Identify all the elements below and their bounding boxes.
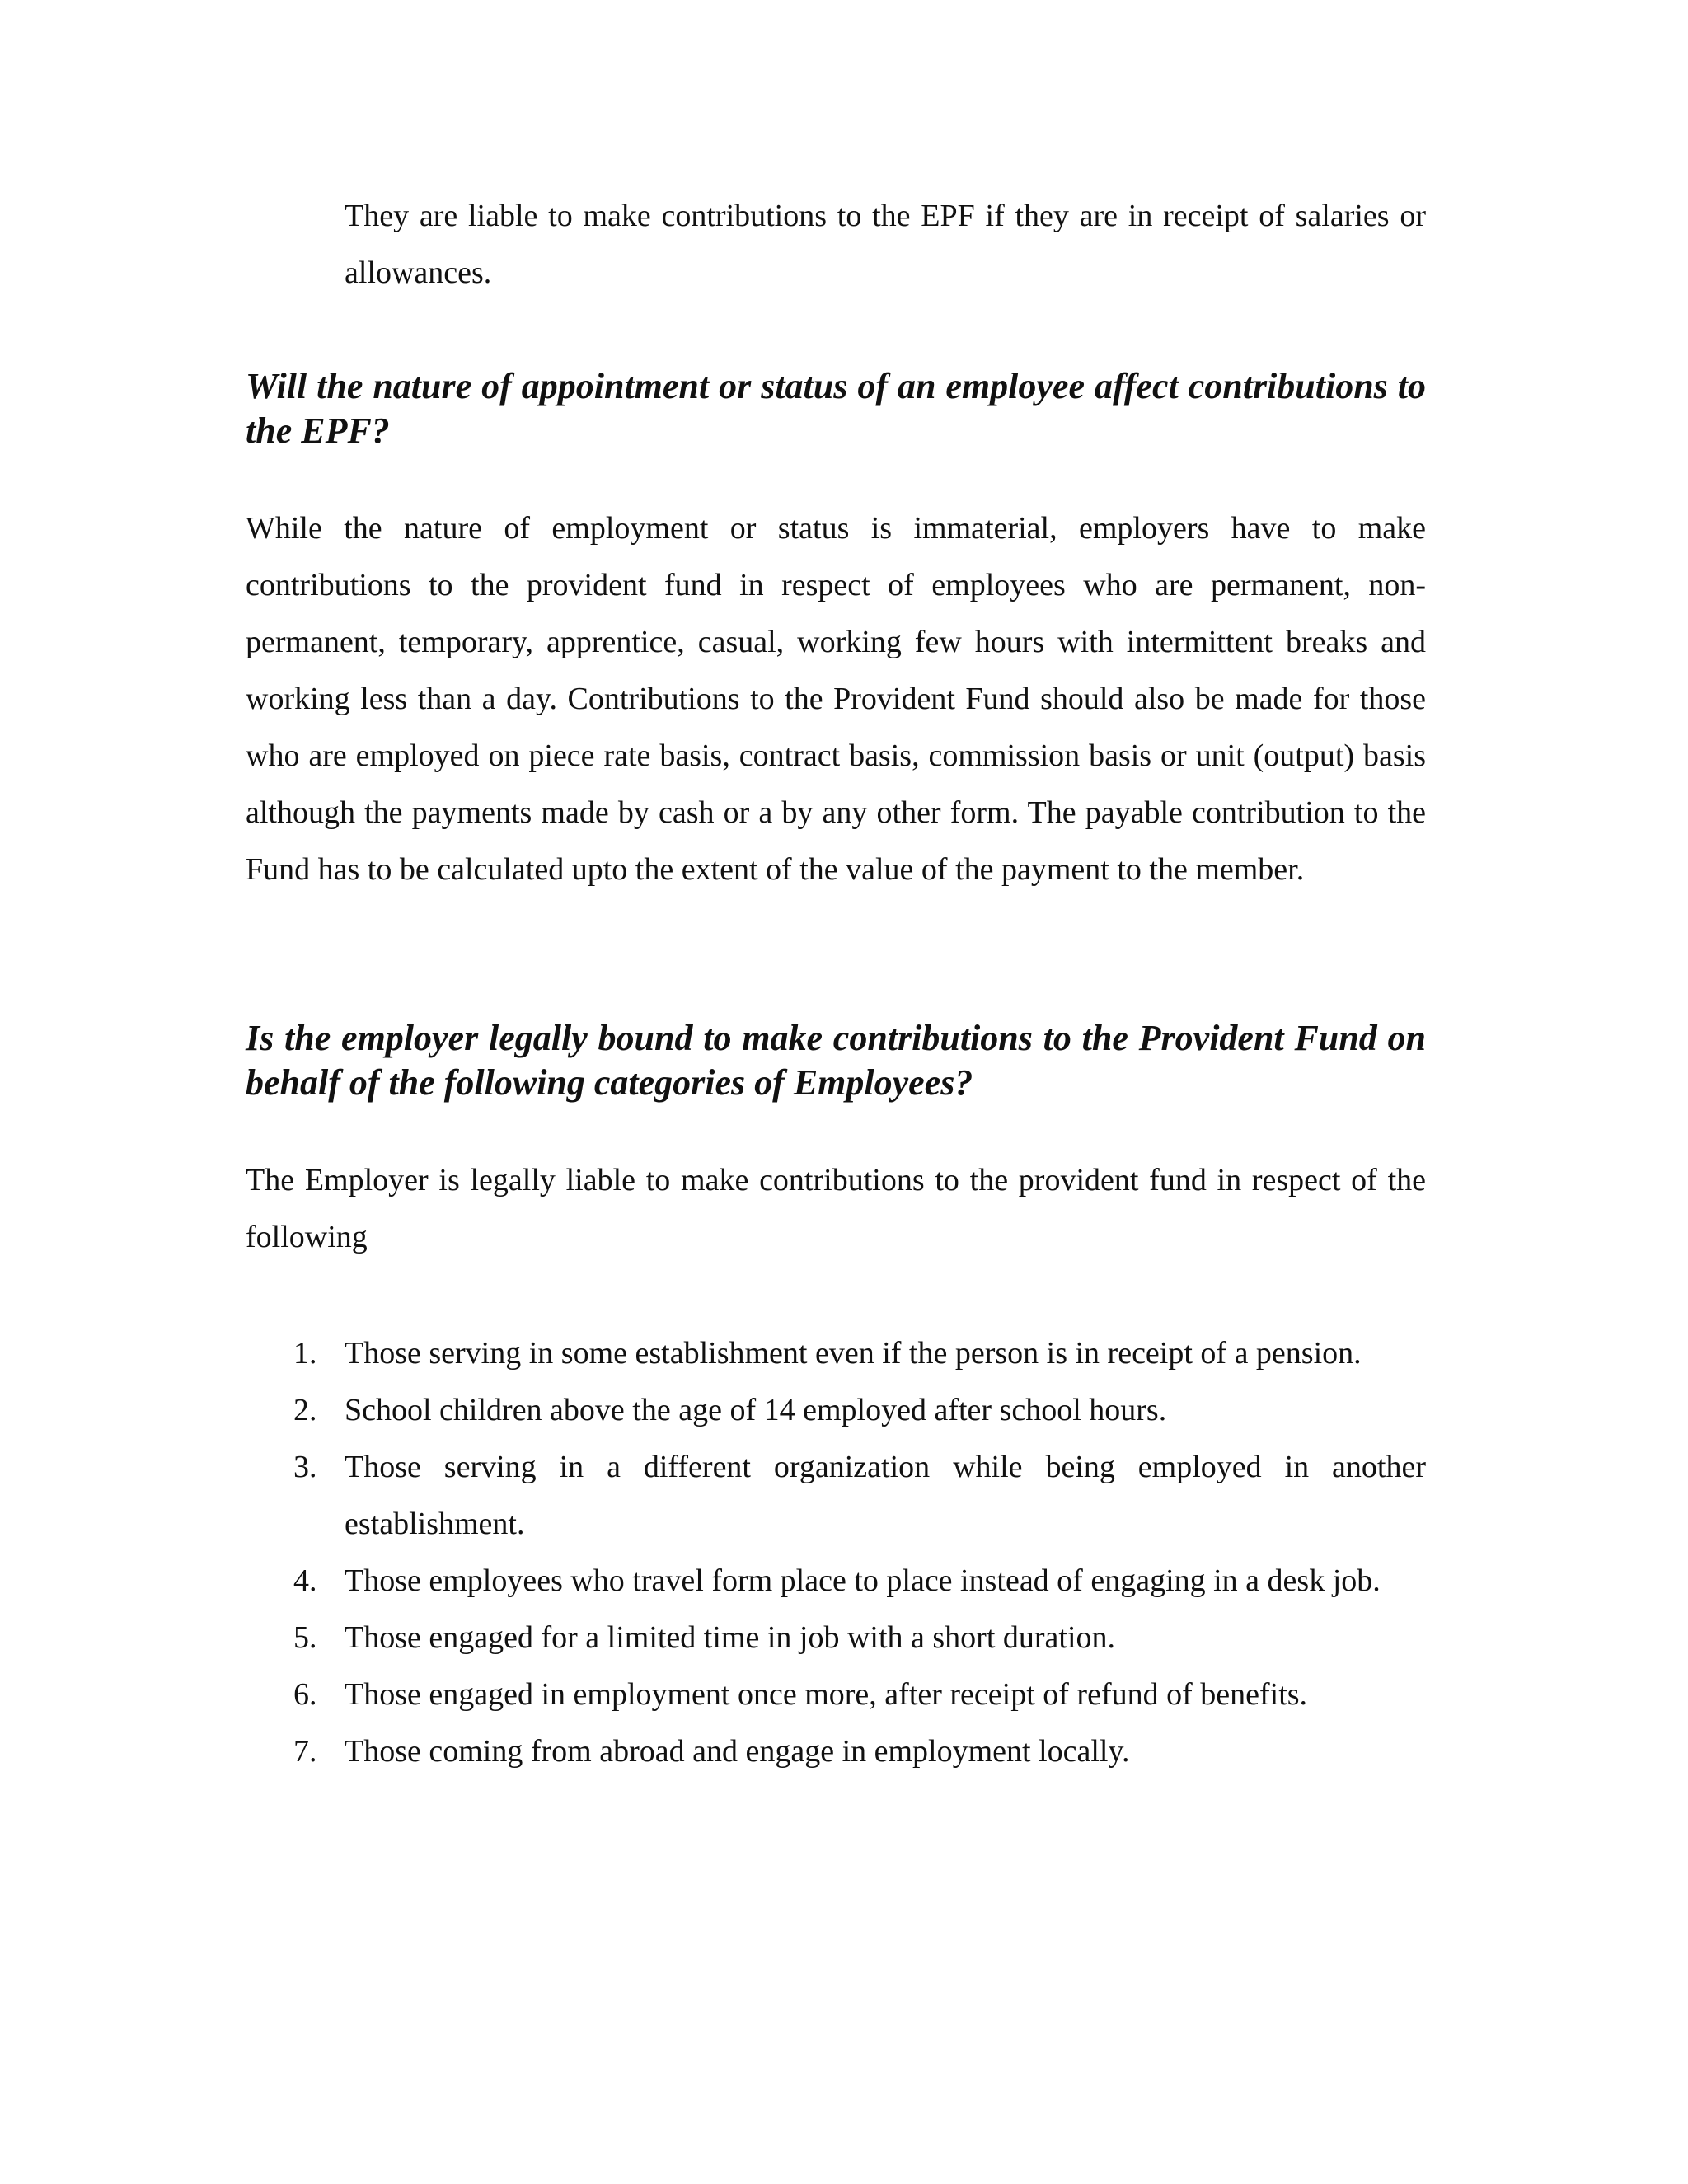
employee-categories-list <box>246 1325 1426 1780</box>
section-heading-employer-legally-bound: Is the employer legally bound to make contributions to the Provident Fund on behalf of the following categories of Employees? <box>246 1018 1426 1103</box>
list-item <box>246 1325 1426 1382</box>
list-item-number: 7. <box>293 1734 317 1769</box>
list-item-text: Those engaged for a limited time in job with a short duration. <box>345 1620 1116 1655</box>
list-item-number: 1. <box>293 1336 317 1371</box>
list-item-number: 5. <box>293 1620 317 1655</box>
list-item-number: 6. <box>293 1677 317 1712</box>
list-item-number: 4. <box>293 1563 317 1598</box>
list-item <box>246 1553 1426 1610</box>
list-item-text: School children above the age of 14 employed after school hours. <box>345 1393 1167 1427</box>
list-item <box>246 1439 1426 1553</box>
list-item <box>246 1723 1426 1780</box>
intro-paragraph: They are liable to make contributions to the EPF if they are in receipt of salaries or allowances. <box>345 199 1426 290</box>
list-item-text: Those engaged in employment once more, after receipt of refund of benefits. <box>345 1677 1308 1712</box>
list-item <box>246 1666 1426 1723</box>
list-item <box>246 1382 1426 1439</box>
list-item-number: 2. <box>293 1393 317 1427</box>
section-heading-nature-of-appointment: Will the nature of appointment or status of an employee affect contributions to the EPF? <box>246 366 1426 451</box>
list-item-number: 3. <box>293 1450 317 1484</box>
list-item-text: Those serving in a different organization while being employed in another establishment. <box>345 1450 1426 1541</box>
section-body-employer-legally-bound: The Employer is legally liable to make contributions to the provident fund in respect of the following <box>246 1163 1426 1254</box>
list-item-text: Those employees who travel form place to place instead of engaging in a desk job. <box>345 1563 1381 1598</box>
section-body-nature-of-appointment: While the nature of employment or status is immaterial, employers have to make contributions to the provident fund in respect of employees who are permanent, non-permanent, temporary, apprentice, casual, working few hours with intermittent breaks and working less than a day. Contributions to the Provident Fund should also be made for those who are employed on piece rate basis, contract basis, commission basis or unit (output) basis although the payments made by cash or a by any other form. The payable contribution to the Fund has to be calculated upto the extent of the value of the payment to the member. <box>246 511 1426 887</box>
list-item-text: Those serving in some establishment even if the person is in receipt of a pension. <box>345 1336 1362 1371</box>
list-item-text: Those coming from abroad and engage in employment locally. <box>345 1734 1130 1769</box>
list-item <box>246 1610 1426 1666</box>
